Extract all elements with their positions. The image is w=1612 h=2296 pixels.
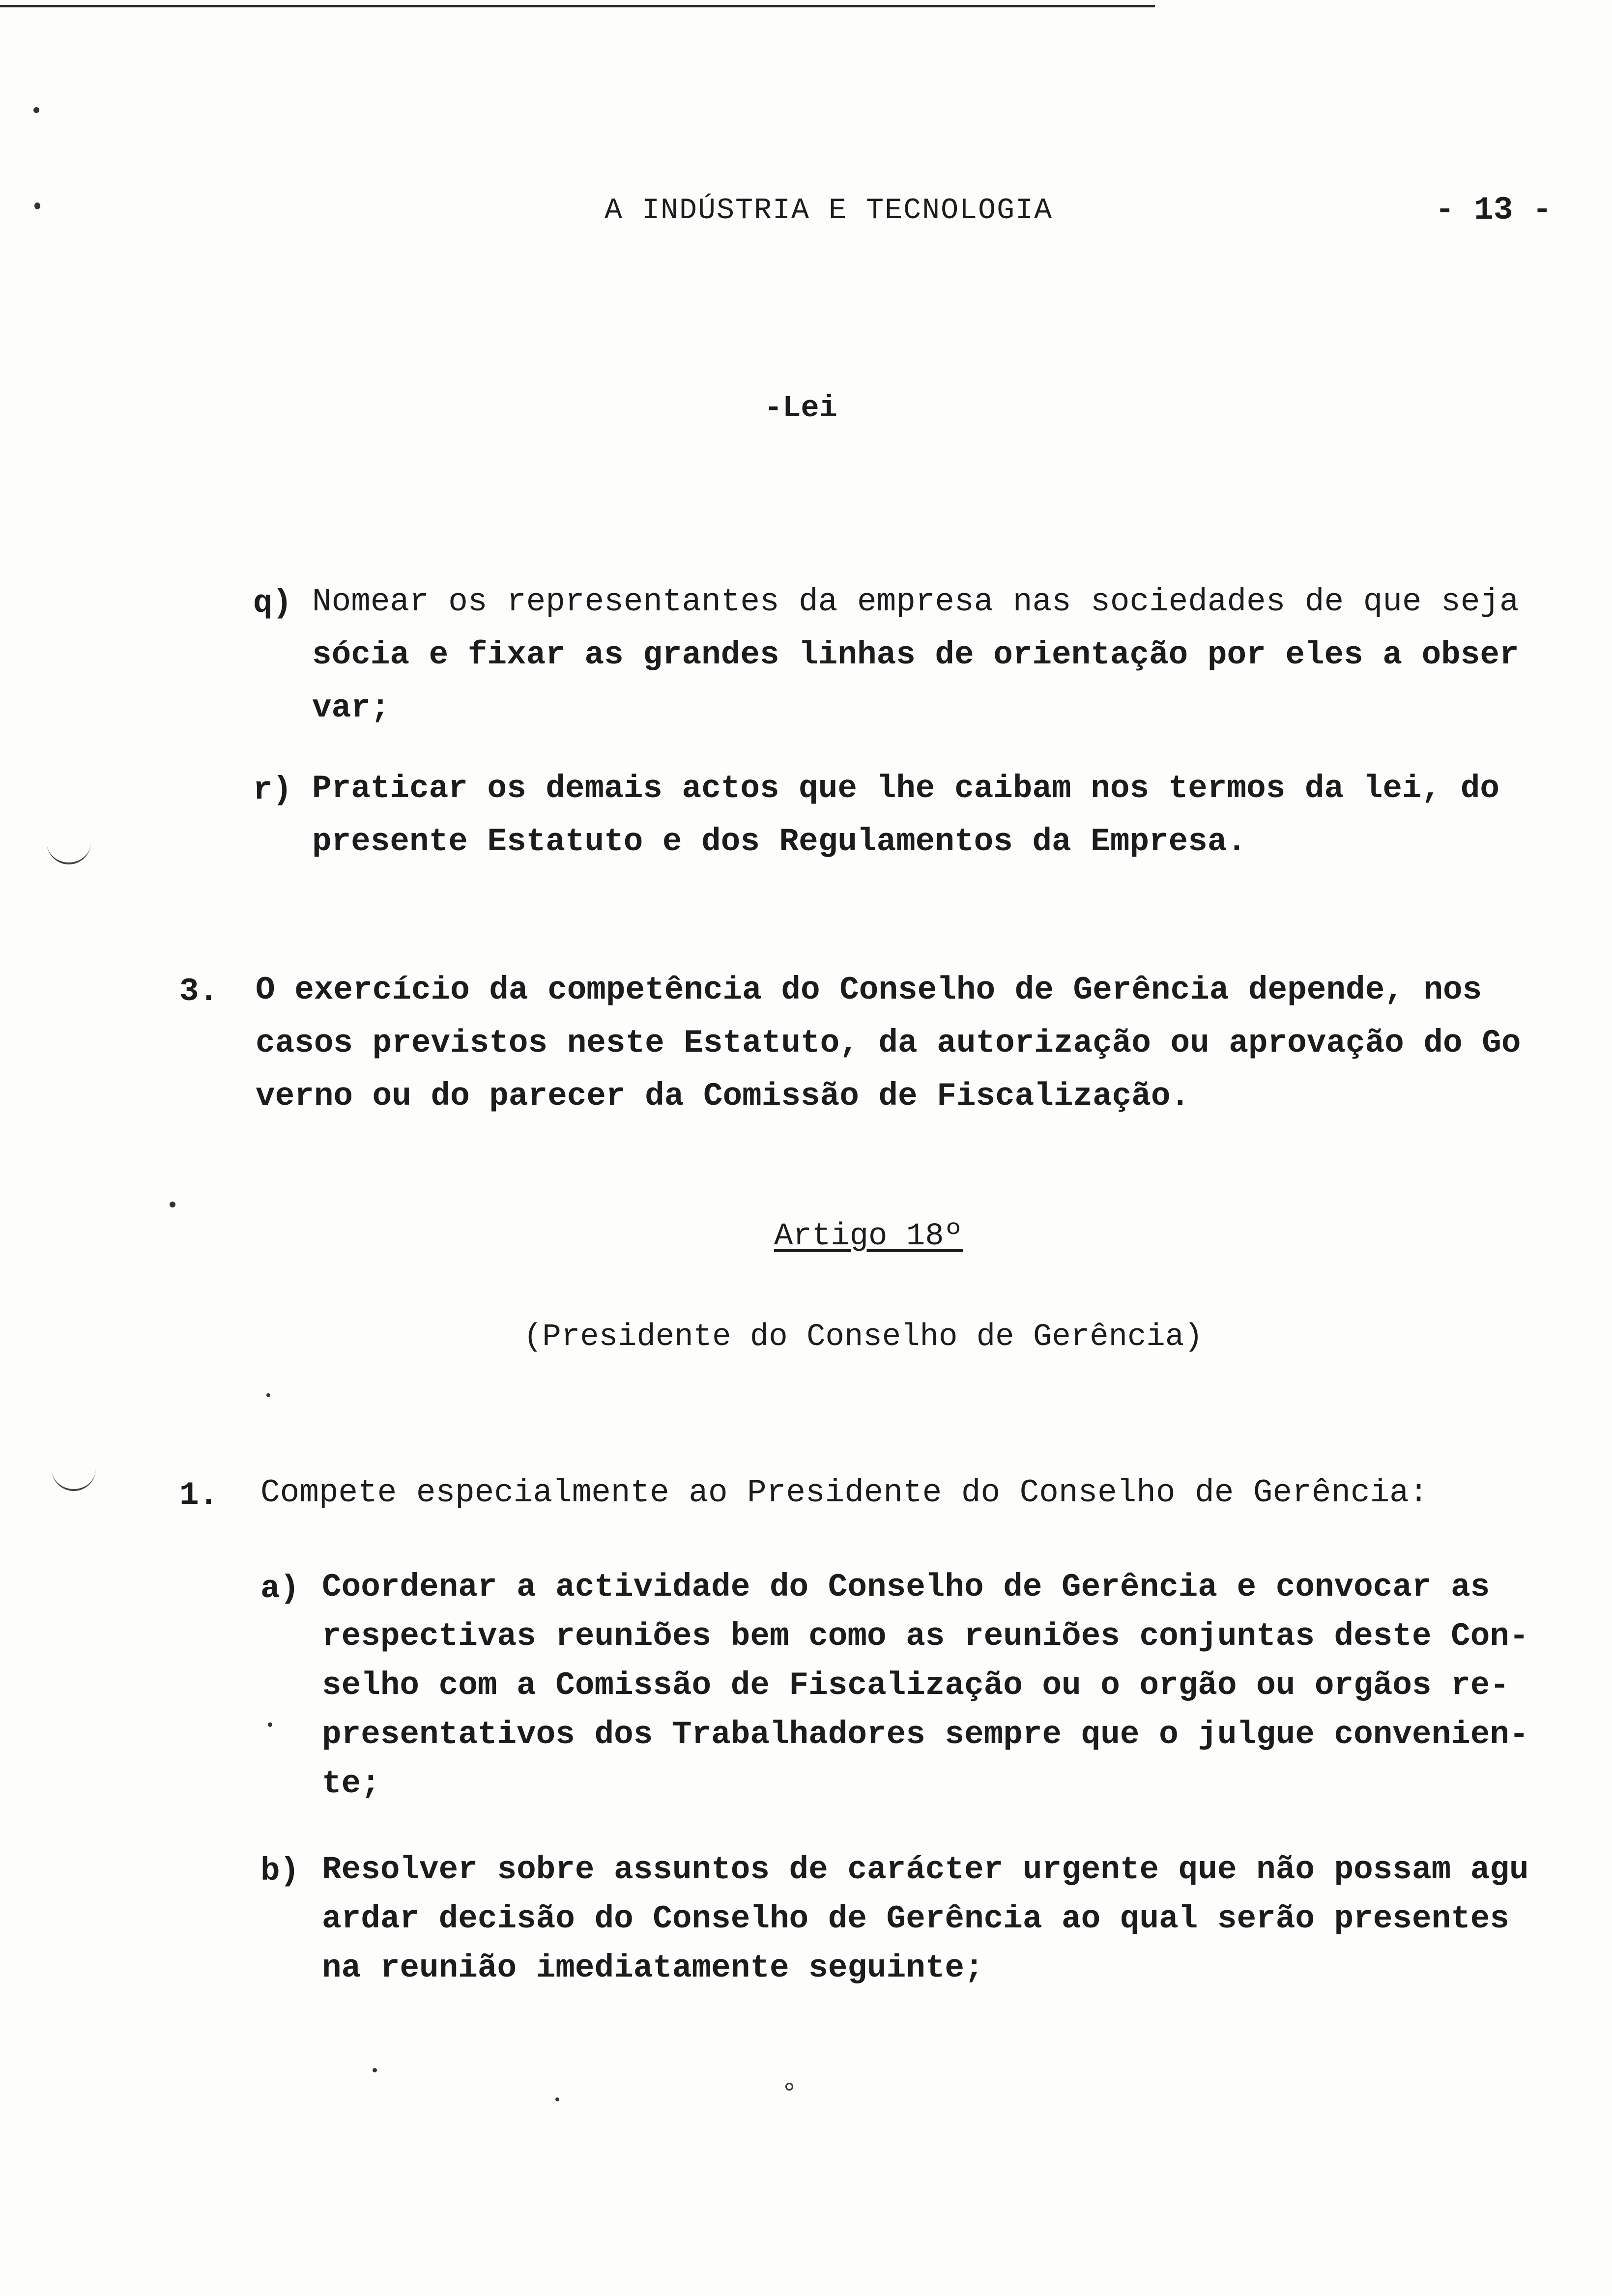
- item-a-line-2: respectivas reuniões bem como as reuniões conjuntas deste Con-: [322, 1618, 1529, 1655]
- item-a-line-3: selho com a Comissão de Fiscalização ou o orgão ou orgãos re-: [322, 1667, 1509, 1704]
- paragraph-3-line-2: casos previstos neste Estatuto, da autorização ou aprovação do Go: [256, 1025, 1521, 1062]
- scan-speck: [33, 107, 39, 113]
- scan-speck: [170, 1202, 175, 1207]
- item-a-line-4: presentativos dos Trabalhadores sempre que o julgue convenien-: [322, 1716, 1529, 1753]
- item-a-line-5: te;: [322, 1765, 380, 1802]
- scan-speck: [34, 202, 40, 209]
- item-b-line-1: Resolver sobre assuntos de carácter urgente que não possam agu: [322, 1851, 1529, 1888]
- scan-speck: [266, 1393, 270, 1397]
- article-subtitle: (Presidente do Conselho de Gerência): [523, 1320, 1203, 1355]
- item-q-line-1: Nomear os representantes da empresa nas sociedades de que seja: [312, 583, 1519, 620]
- scan-speck: [555, 2097, 559, 2101]
- scan-speck: [268, 1722, 272, 1727]
- running-header-title: A INDÚSTRIA E TECNOLOGIA: [604, 194, 1053, 228]
- paragraph-3-line-1: O exercício da competência do Conselho de Gerência depende, nos: [256, 972, 1482, 1008]
- item-q-line-2: sócia e fixar as grandes linhas de orientação por eles a obser: [312, 636, 1519, 673]
- item-q-line-3: var;: [312, 689, 390, 726]
- item-r-marker: r): [253, 772, 292, 808]
- page-number: - 13 -: [1435, 192, 1552, 229]
- paragraph-3-marker: 3.: [179, 973, 219, 1010]
- scan-speck: [373, 2068, 377, 2072]
- item-q-marker: q): [253, 585, 292, 622]
- item-b-marker: b): [260, 1853, 300, 1890]
- paragraph-3-line-3: verno ou do parecer da Comissão de Fiscalização.: [256, 1078, 1190, 1115]
- paragraph-1-text: Compete especialmente ao Presidente do Conselho de Gerência:: [260, 1474, 1429, 1511]
- item-r-line-2: presente Estatuto e dos Regulamentos da Empresa.: [312, 823, 1247, 860]
- scan-mark: [52, 1462, 96, 1491]
- item-b-line-3: na reunião imediatamente seguinte;: [322, 1950, 984, 1986]
- scan-speck: [785, 2083, 793, 2091]
- item-a-line-1: Coordenar a actividade do Conselho de Gerência e convocar as: [322, 1569, 1490, 1606]
- paragraph-1-marker: 1.: [179, 1477, 219, 1514]
- item-b-line-2: ardar decisão do Conselho de Gerência ao qual serão presentes: [322, 1900, 1509, 1937]
- article-heading: Artigo 18º: [774, 1219, 963, 1254]
- top-rule: [0, 5, 1155, 7]
- item-r-line-1: Praticar os demais actos que lhe caibam nos termos da lei, do: [312, 770, 1499, 807]
- fragment-label: -Lei: [764, 391, 837, 426]
- scan-mark: [47, 835, 91, 864]
- item-a-marker: a): [260, 1570, 300, 1607]
